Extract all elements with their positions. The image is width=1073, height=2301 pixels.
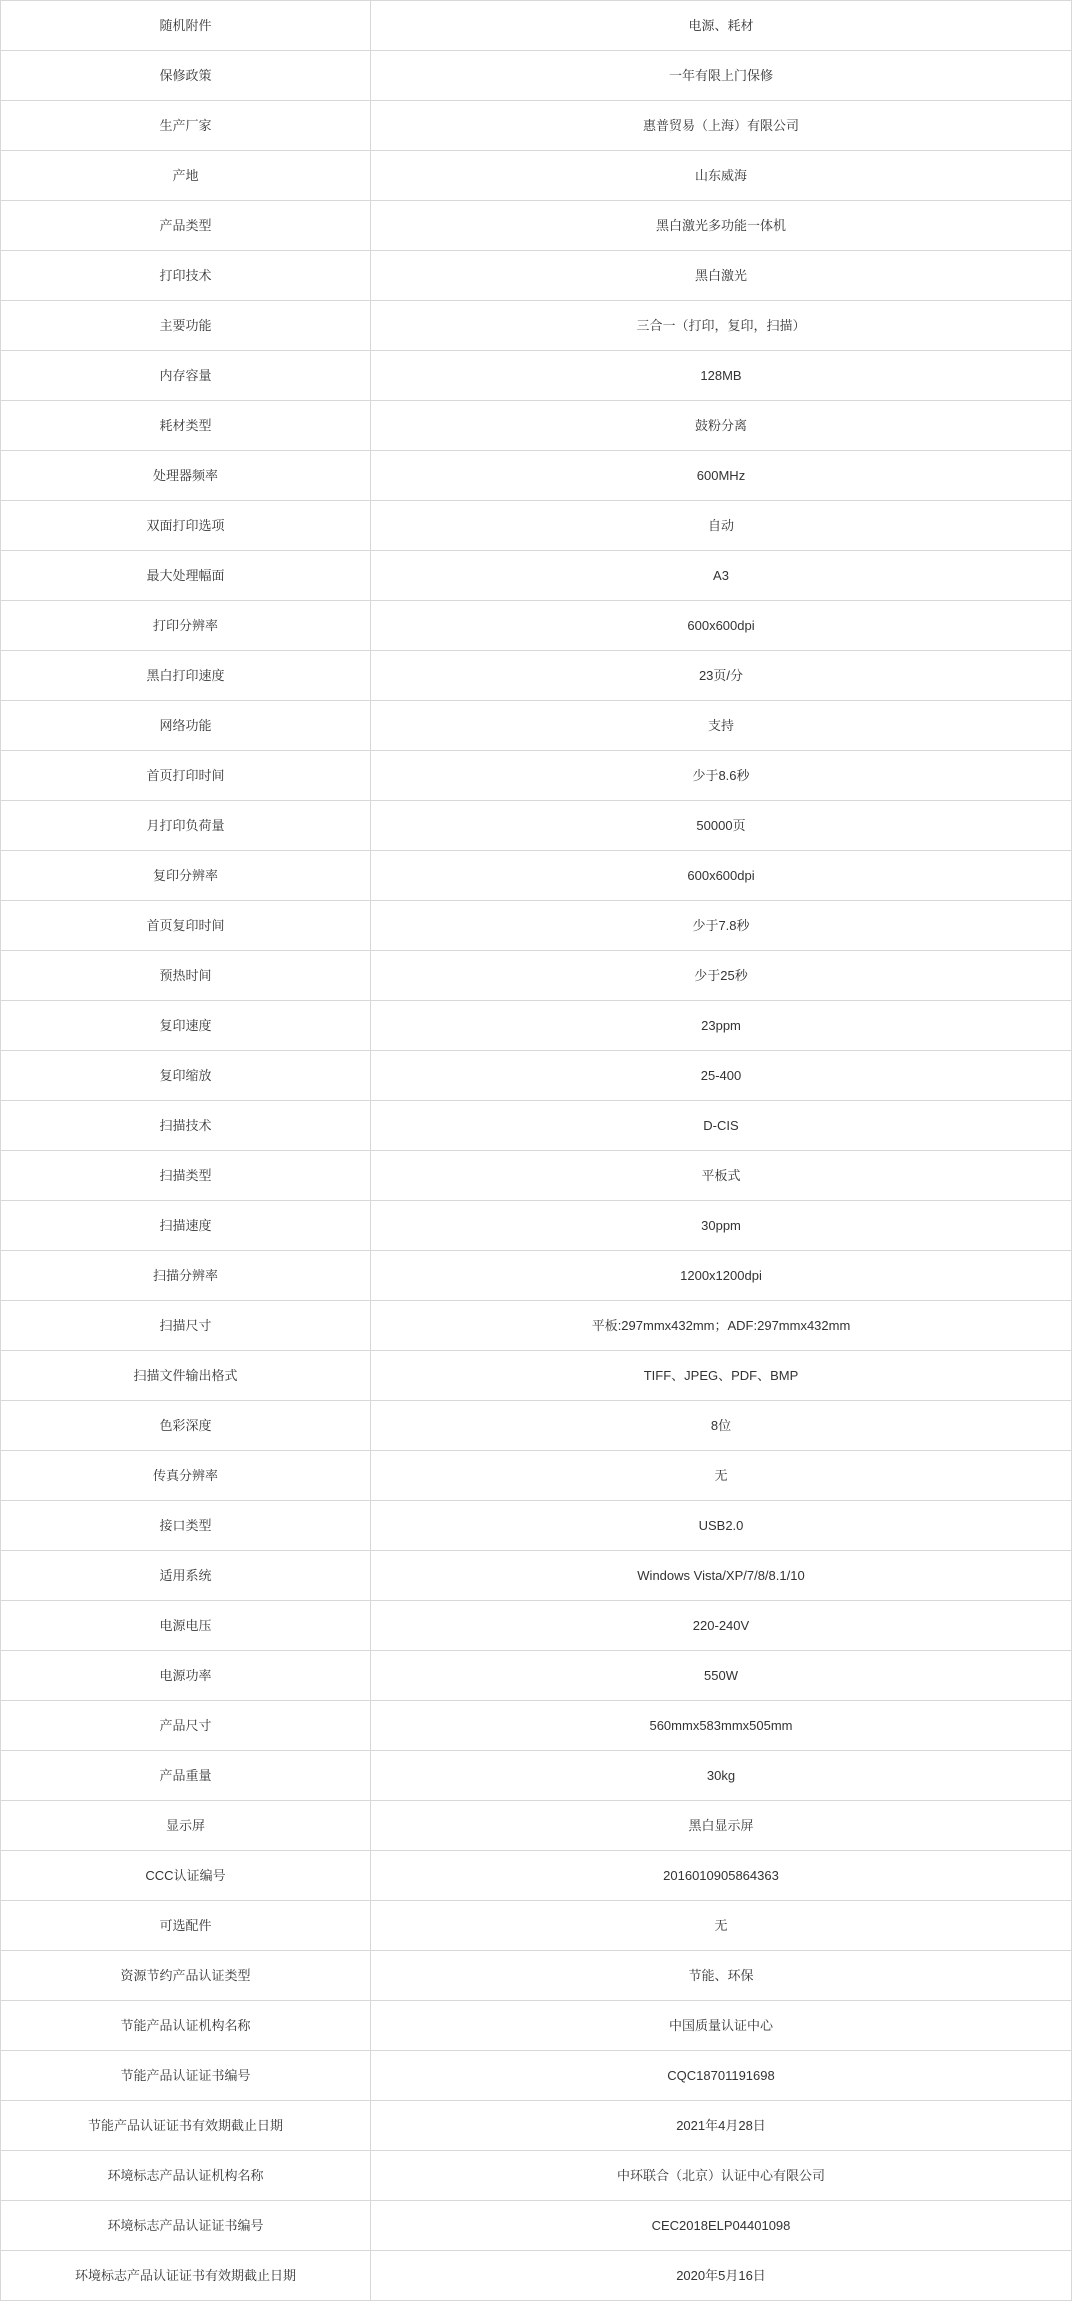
- table-row: [1, 1201, 1072, 1251]
- spec-value: 25-400: [371, 1051, 1072, 1101]
- spec-value: 惠普贸易（上海）有限公司: [371, 101, 1072, 151]
- table-row: [1, 951, 1072, 1001]
- spec-label: CCC认证编号: [1, 1851, 371, 1901]
- table-row: [1, 1101, 1072, 1151]
- spec-value: 无: [371, 1901, 1072, 1951]
- spec-label: 扫描文件输出格式: [1, 1351, 371, 1401]
- table-row: [1, 151, 1072, 201]
- spec-label: 随机附件: [1, 1, 371, 51]
- spec-label: 电源功率: [1, 1651, 371, 1701]
- table-row: [1, 1801, 1072, 1851]
- spec-label: 打印分辨率: [1, 601, 371, 651]
- spec-value: 电源、耗材: [371, 1, 1072, 51]
- spec-label: 主要功能: [1, 301, 371, 351]
- spec-label: 环境标志产品认证证书有效期截止日期: [1, 2251, 371, 2301]
- spec-value: 600x600dpi: [371, 601, 1072, 651]
- spec-label: 节能产品认证证书有效期截止日期: [1, 2101, 371, 2151]
- spec-value: 三合一（打印，复印，扫描）: [371, 301, 1072, 351]
- spec-label: 色彩深度: [1, 1401, 371, 1451]
- spec-label: 扫描分辨率: [1, 1251, 371, 1301]
- spec-label: 产品尺寸: [1, 1701, 371, 1751]
- spec-value: 自动: [371, 501, 1072, 551]
- table-row: [1, 451, 1072, 501]
- spec-label: 扫描尺寸: [1, 1301, 371, 1351]
- table-row: [1, 1401, 1072, 1451]
- spec-label: 首页复印时间: [1, 901, 371, 951]
- spec-label: 节能产品认证机构名称: [1, 2001, 371, 2051]
- spec-value: 少于7.8秒: [371, 901, 1072, 951]
- table-row: [1, 1551, 1072, 1601]
- spec-value: CEC2018ELP04401098: [371, 2201, 1072, 2251]
- table-row: [1, 801, 1072, 851]
- spec-label: 产品重量: [1, 1751, 371, 1801]
- table-row: [1, 2251, 1072, 2301]
- table-row: [1, 1001, 1072, 1051]
- table-row: [1, 1651, 1072, 1701]
- spec-value: 8位: [371, 1401, 1072, 1451]
- spec-value: 山东威海: [371, 151, 1072, 201]
- table-row: [1, 51, 1072, 101]
- spec-label: 网络功能: [1, 701, 371, 751]
- spec-label: 电源电压: [1, 1601, 371, 1651]
- spec-value: 23ppm: [371, 1001, 1072, 1051]
- table-row: [1, 1851, 1072, 1901]
- spec-value: 23页/分: [371, 651, 1072, 701]
- spec-label: 复印速度: [1, 1001, 371, 1051]
- table-row: [1, 2101, 1072, 2151]
- spec-label: 最大处理幅面: [1, 551, 371, 601]
- spec-label: 首页打印时间: [1, 751, 371, 801]
- spec-label: 生产厂家: [1, 101, 371, 151]
- spec-label: 环境标志产品认证证书编号: [1, 2201, 371, 2251]
- table-row: [1, 2151, 1072, 2201]
- table-row: [1, 1351, 1072, 1401]
- spec-value: A3: [371, 551, 1072, 601]
- spec-value: 1200x1200dpi: [371, 1251, 1072, 1301]
- spec-value: 少于25秒: [371, 951, 1072, 1001]
- table-row: [1, 1951, 1072, 2001]
- spec-label: 显示屏: [1, 1801, 371, 1851]
- table-row: [1, 1301, 1072, 1351]
- spec-value: 220-240V: [371, 1601, 1072, 1651]
- spec-label: 产品类型: [1, 201, 371, 251]
- spec-value: 黑白显示屏: [371, 1801, 1072, 1851]
- spec-value: 无: [371, 1451, 1072, 1501]
- spec-label: 扫描技术: [1, 1101, 371, 1151]
- spec-value: 中国质量认证中心: [371, 2001, 1072, 2051]
- spec-label: 内存容量: [1, 351, 371, 401]
- spec-value: 平板:297mmx432mm；ADF:297mmx432mm: [371, 1301, 1072, 1351]
- spec-value: 鼓粉分离: [371, 401, 1072, 451]
- spec-value: 2021年4月28日: [371, 2101, 1072, 2151]
- table-row: [1, 2051, 1072, 2101]
- spec-value: 30ppm: [371, 1201, 1072, 1251]
- spec-value: 600x600dpi: [371, 851, 1072, 901]
- spec-label: 复印缩放: [1, 1051, 371, 1101]
- table-row: [1, 1251, 1072, 1301]
- table-row: [1, 551, 1072, 601]
- spec-label: 月打印负荷量: [1, 801, 371, 851]
- table-row: [1, 2201, 1072, 2251]
- spec-value: 550W: [371, 1651, 1072, 1701]
- spec-value: 30kg: [371, 1751, 1072, 1801]
- spec-label: 耗材类型: [1, 401, 371, 451]
- table-row: [1, 301, 1072, 351]
- table-row: [1, 1451, 1072, 1501]
- spec-value: 节能、环保: [371, 1951, 1072, 2001]
- spec-label: 预热时间: [1, 951, 371, 1001]
- spec-label: 传真分辨率: [1, 1451, 371, 1501]
- spec-value: 2016010905864363: [371, 1851, 1072, 1901]
- spec-label: 打印技术: [1, 251, 371, 301]
- table-row: [1, 651, 1072, 701]
- table-row: [1, 401, 1072, 451]
- spec-label: 处理器频率: [1, 451, 371, 501]
- spec-label: 接口类型: [1, 1501, 371, 1551]
- spec-value: 128MB: [371, 351, 1072, 401]
- table-row: [1, 601, 1072, 651]
- spec-value: TIFF、JPEG、PDF、BMP: [371, 1351, 1072, 1401]
- spec-value: 少于8.6秒: [371, 751, 1072, 801]
- spec-value: 支持: [371, 701, 1072, 751]
- spec-label: 保修政策: [1, 51, 371, 101]
- spec-value: Windows Vista/XP/7/8/8.1/10: [371, 1551, 1072, 1601]
- table-row: [1, 851, 1072, 901]
- spec-label: 双面打印选项: [1, 501, 371, 551]
- spec-value: 黑白激光: [371, 251, 1072, 301]
- spec-value: 50000页: [371, 801, 1072, 851]
- table-row: [1, 1151, 1072, 1201]
- spec-value: 560mmx583mmx505mm: [371, 1701, 1072, 1751]
- spec-label: 扫描速度: [1, 1201, 371, 1251]
- table-row: [1, 1601, 1072, 1651]
- table-row: [1, 101, 1072, 151]
- spec-label: 适用系统: [1, 1551, 371, 1601]
- table-row: [1, 1, 1072, 51]
- spec-label: 黑白打印速度: [1, 651, 371, 701]
- spec-label: 扫描类型: [1, 1151, 371, 1201]
- spec-value: 黑白激光多功能一体机: [371, 201, 1072, 251]
- spec-label: 产地: [1, 151, 371, 201]
- table-row: [1, 1701, 1072, 1751]
- table-row: [1, 751, 1072, 801]
- table-row: [1, 901, 1072, 951]
- spec-value: 2020年5月16日: [371, 2251, 1072, 2301]
- spec-table-body: [1, 1, 1072, 2301]
- table-row: [1, 501, 1072, 551]
- spec-value: D-CIS: [371, 1101, 1072, 1151]
- table-row: [1, 1051, 1072, 1101]
- table-row: [1, 351, 1072, 401]
- table-row: [1, 2001, 1072, 2051]
- spec-value: 平板式: [371, 1151, 1072, 1201]
- spec-value: 一年有限上门保修: [371, 51, 1072, 101]
- table-row: [1, 251, 1072, 301]
- table-row: [1, 201, 1072, 251]
- spec-label: 环境标志产品认证机构名称: [1, 2151, 371, 2201]
- table-row: [1, 701, 1072, 751]
- table-row: [1, 1751, 1072, 1801]
- table-row: [1, 1501, 1072, 1551]
- spec-label: 复印分辨率: [1, 851, 371, 901]
- spec-value: 中环联合（北京）认证中心有限公司: [371, 2151, 1072, 2201]
- spec-value: CQC18701191698: [371, 2051, 1072, 2101]
- spec-label: 节能产品认证证书编号: [1, 2051, 371, 2101]
- spec-label: 可选配件: [1, 1901, 371, 1951]
- spec-label: 资源节约产品认证类型: [1, 1951, 371, 2001]
- spec-value: USB2.0: [371, 1501, 1072, 1551]
- spec-value: 600MHz: [371, 451, 1072, 501]
- table-row: [1, 1901, 1072, 1951]
